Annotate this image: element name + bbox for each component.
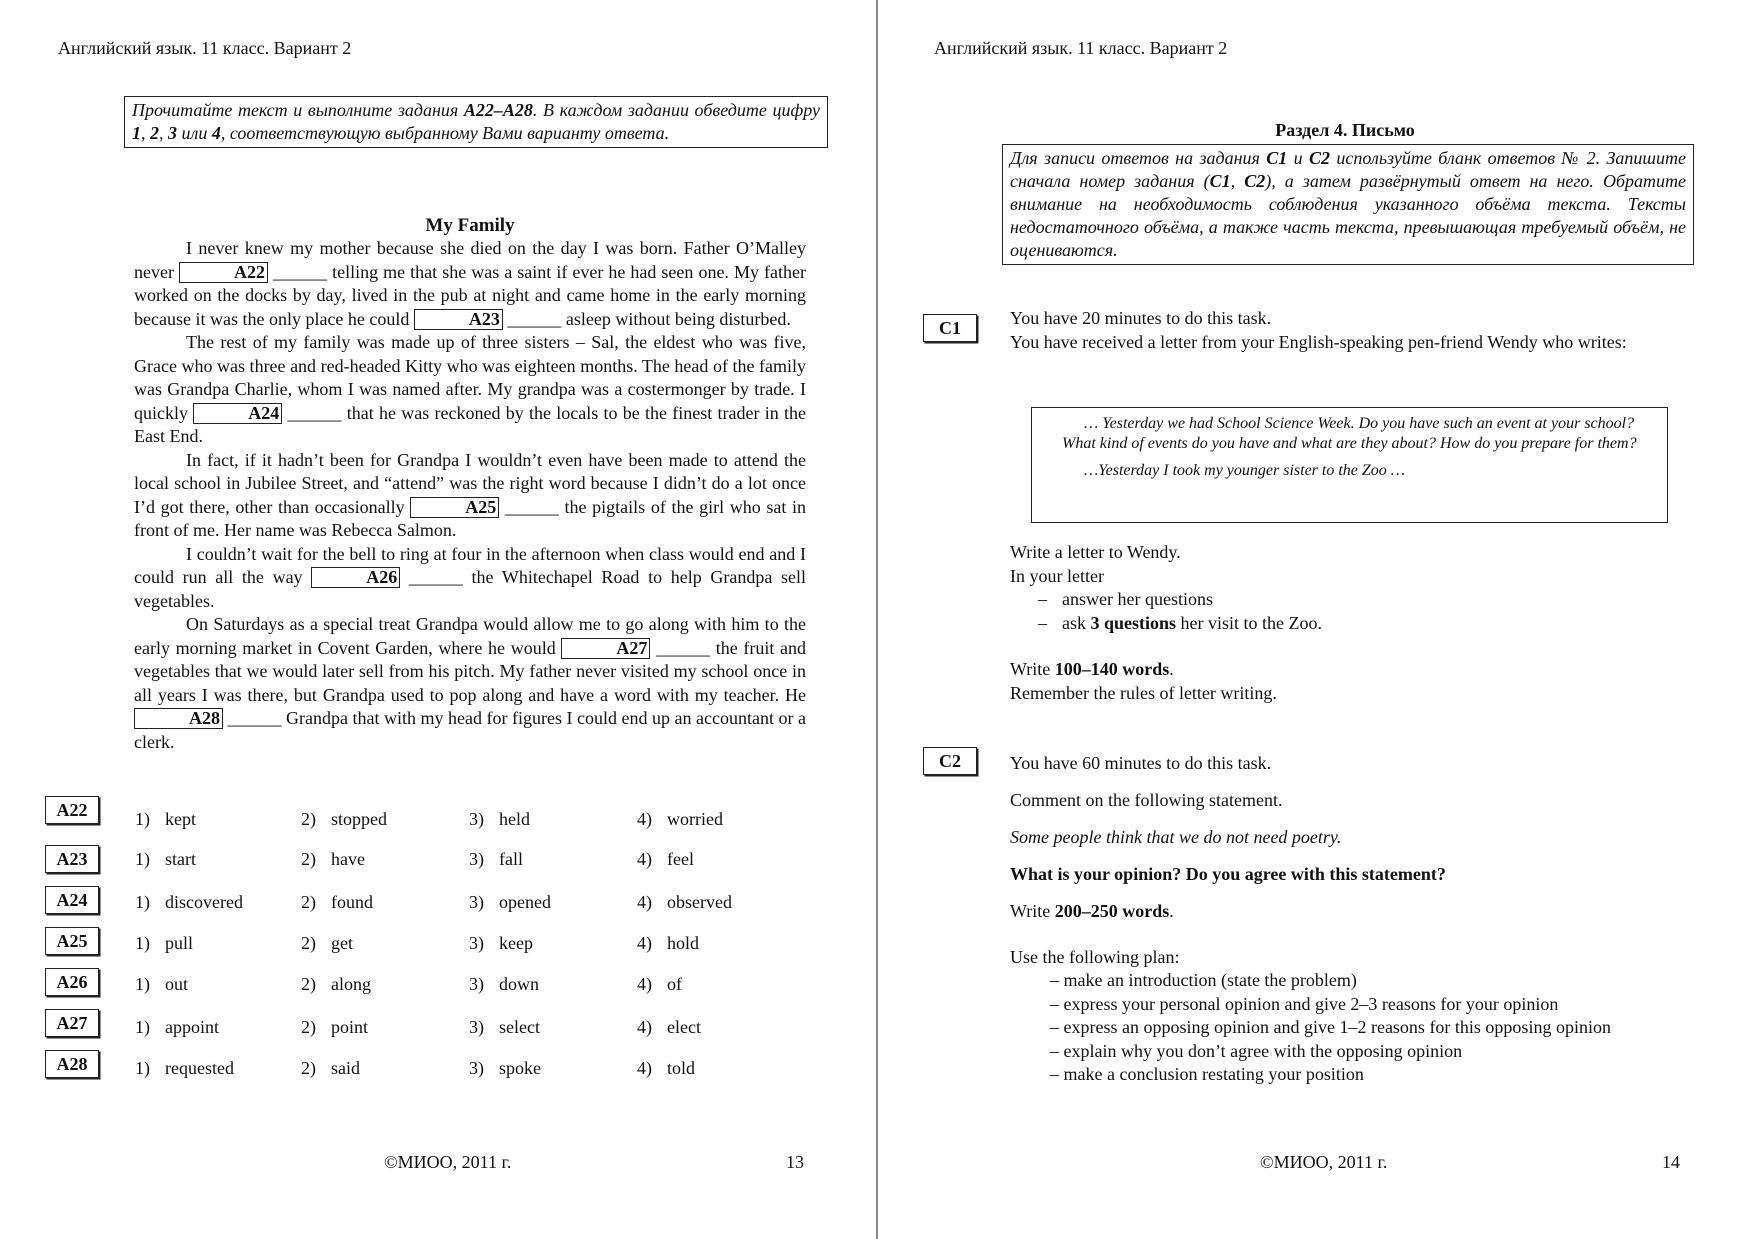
option[interactable] bbox=[469, 809, 530, 830]
option-number: 2) bbox=[301, 849, 316, 869]
instruction-text: Прочитайте текст и выполните задания bbox=[132, 100, 464, 120]
text: I never knew my mother because she died on the day I was born. Father O’Malley never bbox=[134, 238, 806, 282]
text: ______ asleep without being disturbed. bbox=[502, 308, 791, 329]
option[interactable] bbox=[637, 1058, 695, 1079]
option-text: of bbox=[667, 974, 682, 994]
gap-label-a28: A28 bbox=[134, 708, 223, 729]
text: Write bbox=[1010, 901, 1055, 921]
text: ______ the pigtails of the girl who sat in front of me. Her name was Rebecca Salmon. bbox=[134, 496, 807, 540]
option-number: 4) bbox=[637, 892, 652, 912]
option[interactable] bbox=[301, 1058, 360, 1079]
option[interactable] bbox=[301, 809, 387, 830]
c1-bullets bbox=[1038, 588, 1682, 635]
story-title: My Family bbox=[425, 215, 515, 236]
story-paragraph bbox=[134, 237, 806, 331]
option-number: 4) bbox=[637, 1017, 652, 1037]
c1-instruction: Write a letter to Wendy. bbox=[1010, 542, 1181, 562]
option[interactable] bbox=[301, 974, 371, 995]
story-text bbox=[134, 237, 806, 754]
option-number: 2) bbox=[301, 933, 316, 953]
option-text: fall bbox=[499, 849, 523, 869]
option-text: observed bbox=[667, 892, 732, 912]
c1-intro bbox=[1010, 307, 1682, 354]
word-limit: 100–140 words bbox=[1054, 659, 1170, 679]
option-text: appoint bbox=[165, 1017, 219, 1037]
right-page bbox=[878, 0, 1754, 1239]
left-page bbox=[0, 0, 876, 1239]
option-text: told bbox=[667, 1058, 696, 1078]
instruction-text: и bbox=[1287, 148, 1310, 168]
option[interactable] bbox=[637, 974, 682, 995]
option-text: opened bbox=[499, 892, 551, 912]
task-range: A22–A28 bbox=[463, 100, 533, 120]
question-label: A28 bbox=[45, 1050, 99, 1078]
option-number: 3) bbox=[469, 1017, 484, 1037]
option-number: 1) bbox=[135, 809, 150, 829]
option-number: 1) bbox=[135, 974, 150, 994]
c1-instruction: In your letter bbox=[1010, 565, 1104, 586]
option-text: discovered bbox=[165, 892, 243, 912]
option[interactable] bbox=[469, 892, 551, 913]
option-number: 2) bbox=[301, 809, 316, 829]
c1-task bbox=[1010, 541, 1682, 705]
option[interactable] bbox=[469, 1017, 540, 1038]
option-number: 3) bbox=[469, 809, 484, 829]
gap-label-a22: A22 bbox=[179, 262, 268, 283]
option[interactable] bbox=[637, 892, 732, 913]
c1-description: You have received a letter from your English-speaking pen-friend Wendy who writes: bbox=[1010, 331, 1627, 352]
option-number: 4) bbox=[637, 933, 652, 953]
option-text: spoke bbox=[499, 1058, 541, 1078]
option-text: said bbox=[331, 1058, 360, 1078]
task-ref: C1 bbox=[1209, 171, 1231, 191]
option[interactable] bbox=[637, 1017, 701, 1038]
plan-item: – express an opposing opinion and give 1–2 reasons for this opposing opinion bbox=[1050, 1017, 1611, 1037]
text: I couldn’t wait for the bell to ring at four in the afternoon when class would end and I could run all the way bbox=[134, 543, 806, 587]
instruction-box bbox=[124, 96, 828, 148]
gap-label-a24: A24 bbox=[193, 403, 282, 424]
option-number: 2) bbox=[301, 1058, 316, 1078]
task-label-c1: C1 bbox=[923, 314, 977, 342]
digit: 1 bbox=[132, 123, 141, 143]
text: On Saturdays as a special treat Grandpa would allow me to go along with him to the early morning market in Covent Garden, where he would bbox=[134, 614, 806, 658]
c1-reminder: Remember the rules of letter writing. bbox=[1010, 682, 1277, 703]
option-number: 3) bbox=[469, 1058, 484, 1078]
option-number: 1) bbox=[135, 1017, 150, 1037]
c2-time: You have 60 minutes to do this task. bbox=[1010, 753, 1272, 773]
option[interactable] bbox=[637, 933, 699, 954]
c2-statement: Some people think that we do not need poetry. bbox=[1010, 827, 1342, 847]
footer-copyright: ©МИОО, 2011 г. bbox=[1260, 1152, 1388, 1172]
option[interactable] bbox=[135, 892, 243, 913]
option-text: found bbox=[331, 892, 373, 912]
story-paragraph bbox=[134, 543, 806, 614]
option-text: pull bbox=[165, 933, 194, 953]
plan-item: – explain why you don’t agree with the opposing opinion bbox=[1050, 1040, 1463, 1061]
option[interactable] bbox=[469, 933, 533, 954]
option-text: select bbox=[499, 1017, 540, 1037]
option[interactable] bbox=[301, 892, 373, 913]
option-number: 4) bbox=[637, 809, 652, 829]
plan-item: – express your personal opinion and give 2–3 reasons for your opinion bbox=[1050, 993, 1559, 1014]
text: In fact, if it hadn’t been for Grandpa I wouldn’t even have been made to attend the local school in Jubilee Street, and “attend” was the right word because I didn’t do a lot once I’d got there, other than occasionally bbox=[134, 449, 806, 517]
task-ref: C2 bbox=[1309, 148, 1331, 168]
bullet-text: answer her questions bbox=[1062, 589, 1213, 609]
option[interactable] bbox=[469, 974, 539, 995]
option-number: 2) bbox=[301, 892, 316, 912]
question-label: A24 bbox=[45, 886, 99, 914]
instruction-box bbox=[1002, 144, 1694, 265]
option-number: 4) bbox=[637, 974, 652, 994]
text: ______ telling me that she was a saint if ever he had seen one. My father worked on the docks by day, lived in the pub at night and came home in the early morning because it was the only place he could bbox=[134, 261, 806, 329]
separator: или bbox=[177, 123, 212, 143]
text: ______ that he was reckoned by the locals to be the finest trader in the East End. bbox=[134, 402, 807, 446]
option-number: 2) bbox=[301, 1017, 316, 1037]
instruction-text: , соответствующую выбранному Вами варианту ответа. bbox=[220, 123, 670, 143]
option-number: 1) bbox=[135, 849, 150, 869]
option-number: 1) bbox=[135, 1058, 150, 1078]
letter-paragraph: … Yesterday we had School Science Week. Do you have such an event at your school? What kind of events do you have and what are they about? How do you prepare for them? bbox=[1062, 415, 1637, 452]
option-text: have bbox=[331, 849, 365, 869]
text: ______ Grandpa that with my head for figures I could end up an accountant or a clerk. bbox=[134, 708, 806, 752]
plan-intro: Use the following plan: bbox=[1010, 947, 1180, 967]
gap-label-a26: A26 bbox=[311, 567, 400, 588]
digit: 4 bbox=[211, 123, 221, 143]
task-label-c2: C2 bbox=[923, 747, 977, 775]
page-number: 14 bbox=[1662, 1152, 1680, 1172]
option[interactable] bbox=[135, 974, 188, 995]
text: . bbox=[1169, 901, 1174, 921]
gap-label-a27: A27 bbox=[561, 638, 650, 659]
option-text: elect bbox=[667, 1017, 701, 1037]
option-number: 3) bbox=[469, 974, 484, 994]
gap-label-a23: A23 bbox=[414, 309, 503, 330]
bullet-text: her visit to the Zoo. bbox=[1176, 612, 1323, 633]
option-text: worried bbox=[667, 809, 723, 829]
page-number: 13 bbox=[786, 1152, 804, 1172]
digit: 2 bbox=[150, 123, 159, 143]
plan-list bbox=[1050, 969, 1682, 1087]
option-text: keep bbox=[499, 933, 533, 953]
bullet-item: – ask 3 questions her visit to the Zoo. bbox=[1038, 612, 1323, 633]
option-number: 3) bbox=[469, 849, 484, 869]
letter-excerpt bbox=[1031, 407, 1668, 523]
instruction-text: . В каждом задании обведите цифру bbox=[532, 100, 820, 120]
option-number: 1) bbox=[135, 892, 150, 912]
task-ref: C2 bbox=[1244, 171, 1266, 191]
option-text: out bbox=[165, 974, 189, 994]
c2-task bbox=[1010, 752, 1682, 1087]
text: The rest of my family was made up of three sisters – Sal, the eldest who was five, Grace who was three and red-headed Kitty who was eighteen months. The head of the family was Grandpa Charlie, whom I was named after. My grandpa was a costermonger by trade. I quickly bbox=[134, 332, 806, 423]
word-limit: 200–250 words bbox=[1054, 901, 1170, 921]
digit: 3 bbox=[168, 123, 177, 143]
story-paragraph bbox=[134, 613, 806, 754]
section-title: Раздел 4. Письмо bbox=[1275, 120, 1415, 140]
option-text: stopped bbox=[331, 809, 387, 829]
option-number: 3) bbox=[469, 933, 484, 953]
question-label: A27 bbox=[45, 1009, 99, 1037]
separator: , bbox=[1230, 171, 1245, 191]
option-number: 4) bbox=[637, 1058, 652, 1078]
option-text: point bbox=[331, 1017, 369, 1037]
option[interactable] bbox=[469, 849, 523, 870]
option-text: hold bbox=[667, 933, 700, 953]
option[interactable] bbox=[637, 809, 723, 830]
option-text: held bbox=[499, 809, 530, 829]
option-number: 3) bbox=[469, 892, 484, 912]
option[interactable] bbox=[469, 1058, 541, 1079]
separator: , bbox=[141, 123, 150, 143]
option-text: get bbox=[331, 933, 353, 953]
c1-time: You have 20 minutes to do this task. bbox=[1010, 308, 1272, 328]
option[interactable] bbox=[135, 1058, 234, 1079]
text: . bbox=[1169, 659, 1174, 679]
option[interactable] bbox=[135, 849, 196, 870]
c1-word-count bbox=[1010, 658, 1682, 682]
c2-instruction: Comment on the following statement. bbox=[1010, 790, 1283, 810]
option[interactable] bbox=[301, 849, 365, 870]
option-text: start bbox=[165, 849, 196, 869]
bullet-item: – answer her questions bbox=[1038, 589, 1213, 609]
question-label: A26 bbox=[45, 968, 99, 996]
option-number: 2) bbox=[301, 974, 316, 994]
option[interactable] bbox=[301, 1017, 368, 1038]
plan-item: – make a conclusion restating your position bbox=[1050, 1064, 1364, 1084]
option[interactable] bbox=[135, 809, 196, 830]
option[interactable] bbox=[135, 933, 193, 954]
question-label: A25 bbox=[45, 927, 99, 955]
instruction-text: ), а затем развёрнутый ответ на него. Обратите внимание на необходимость соблюдения указанного объёма текста. Тексты недостаточного объёма, а также часть текста, превышающая требуемый объём, не оцениваются. bbox=[1010, 171, 1687, 260]
option[interactable] bbox=[637, 849, 694, 870]
text: Write bbox=[1010, 659, 1055, 679]
question-label: A22 bbox=[45, 796, 99, 824]
gap-label-a25: A25 bbox=[410, 497, 499, 518]
plan-item: – make an introduction (state the problem) bbox=[1050, 970, 1357, 990]
option-text: along bbox=[331, 974, 371, 994]
option-text: requested bbox=[165, 1058, 234, 1078]
letter-paragraph: …Yesterday I took my younger sister to the Zoo … bbox=[1084, 462, 1406, 479]
text: ______ the Whitechapel Road to help Grandpa sell vegetables. bbox=[134, 567, 806, 611]
instruction-text: Для записи ответов на задания bbox=[1010, 148, 1267, 168]
question-label: A23 bbox=[45, 845, 99, 873]
story-paragraph bbox=[134, 449, 806, 543]
option-text: feel bbox=[667, 849, 694, 869]
option[interactable] bbox=[135, 1017, 219, 1038]
page-header: Английский язык. 11 класс. Вариант 2 bbox=[934, 38, 1228, 58]
bullet-emphasis: 3 questions bbox=[1090, 612, 1177, 633]
instruction-text: используйте бланк ответов № 2. Запишите сначала номер задания ( bbox=[1010, 148, 1686, 191]
option[interactable] bbox=[301, 933, 353, 954]
c2-question: What is your opinion? Do you agree with this statement? bbox=[1010, 864, 1446, 884]
text: ______ the fruit and vegetables that we would later sell from his pitch. My father never visited my school once in all years I was there, but Grandpa used to pop along and have a word with my teacher. He bbox=[134, 637, 806, 705]
separator: , bbox=[159, 123, 168, 143]
bullet-text: ask bbox=[1062, 612, 1091, 633]
option-number: 1) bbox=[135, 933, 150, 953]
option-text: kept bbox=[165, 809, 196, 829]
page-header: Английский язык. 11 класс. Вариант 2 bbox=[58, 38, 352, 58]
footer-copyright: ©МИОО, 2011 г. bbox=[384, 1152, 512, 1172]
story-paragraph bbox=[134, 331, 806, 449]
c2-word-count bbox=[1010, 900, 1682, 923]
task-ref: C1 bbox=[1266, 148, 1288, 168]
option-number: 4) bbox=[637, 849, 652, 869]
option-text: down bbox=[499, 974, 539, 994]
